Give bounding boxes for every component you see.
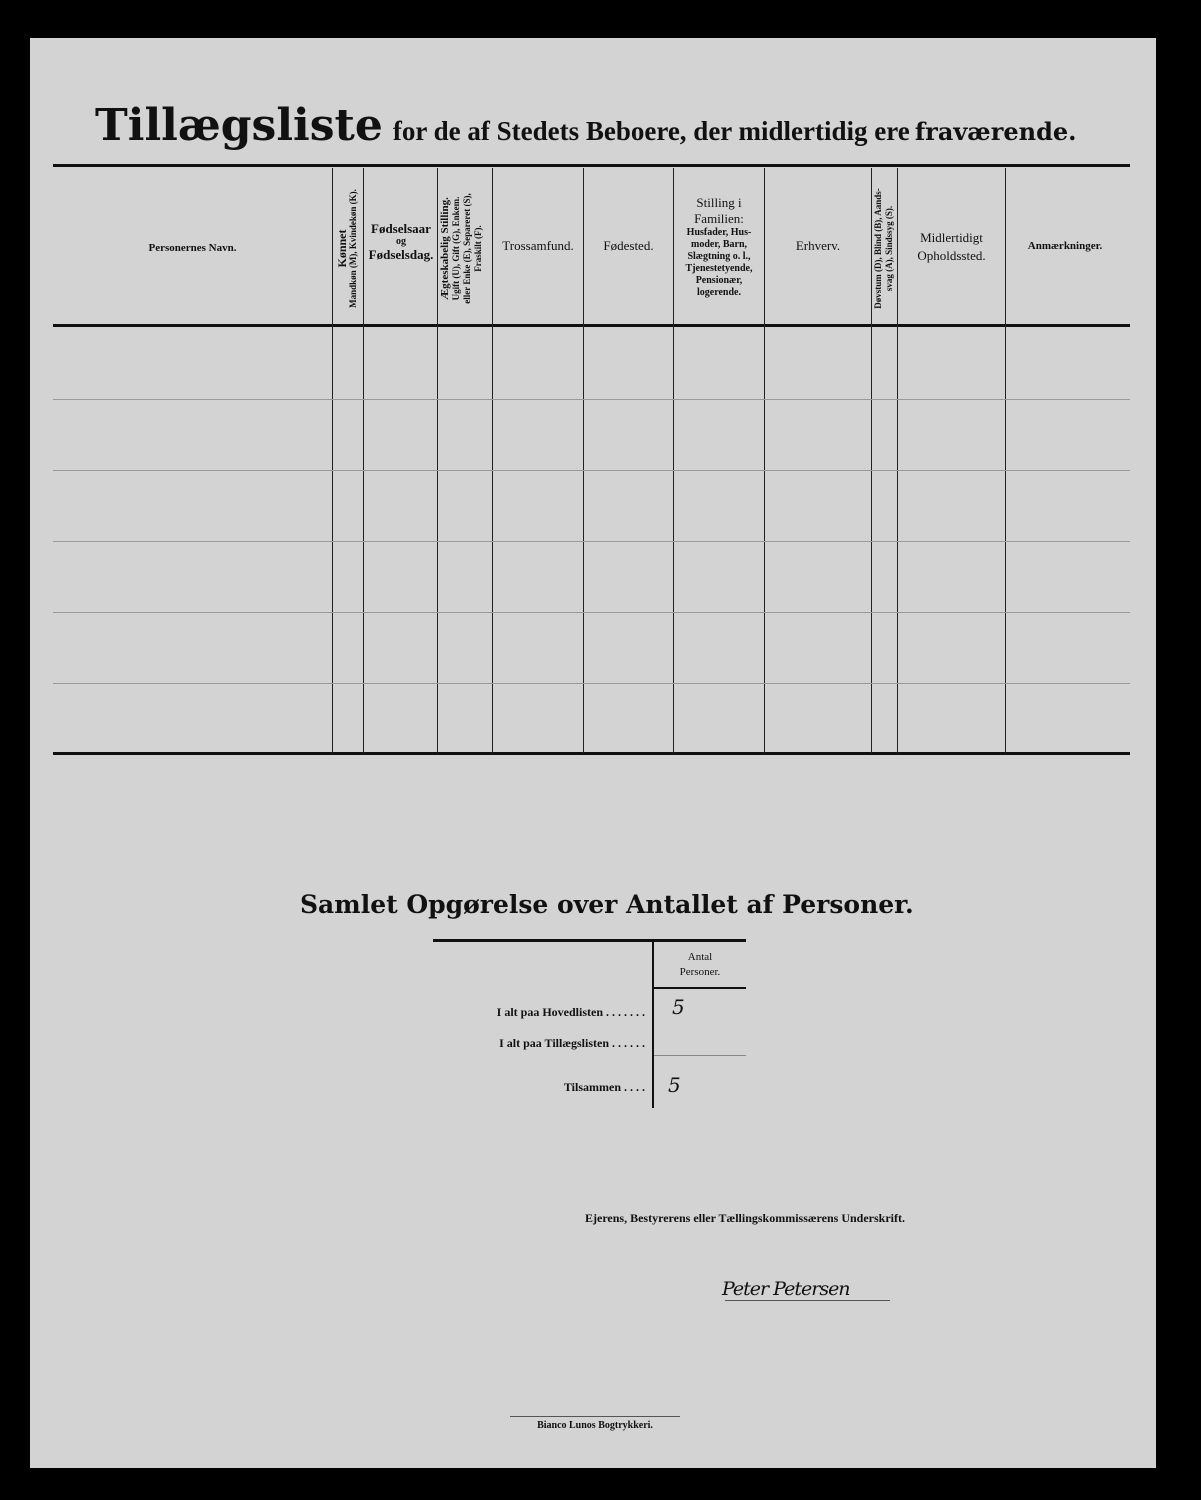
- header-foedselsaar: [365, 222, 437, 261]
- table-row: [53, 612, 1130, 613]
- header-erhverv: [765, 239, 871, 252]
- header-foedselsaar-line2: og: [396, 236, 406, 247]
- header-stilling-line4: moder, Barn,: [690, 239, 748, 250]
- header-aegteskab-line3: eller Enke (E), Separeret (S),: [462, 193, 472, 304]
- header-navn: [60, 242, 325, 255]
- table-top-rule: [53, 164, 1130, 167]
- header-doevstum-line2: svag (A), Sindssyg (S).: [884, 205, 894, 292]
- summary-header-rule: [654, 987, 746, 989]
- title-end: fraværende.: [914, 117, 1077, 146]
- column-divider: [764, 168, 765, 753]
- summary-column-header-line1: Antal: [687, 951, 713, 963]
- header-koennet: [337, 171, 359, 326]
- column-divider: [437, 168, 438, 753]
- header-aegteskab-line2: Ugift (U), Gift (G), Enkem.: [451, 196, 461, 301]
- table-header-rule: [53, 324, 1130, 327]
- header-foedested: [584, 239, 673, 252]
- summary-column-divider: [652, 942, 654, 1108]
- title-middle: for de af Stedets Beboere, der midlertidig ere: [392, 116, 910, 146]
- form-title: [95, 100, 1105, 151]
- header-doevstum: [873, 171, 895, 326]
- header-trossamfund: [493, 239, 583, 252]
- title-main: Tillægsliste: [95, 100, 383, 151]
- column-divider: [1005, 168, 1006, 753]
- summary-label-hovedlisten: I alt paa Hovedlisten . . . . . . .: [496, 1005, 645, 1019]
- table-row: [53, 470, 1130, 471]
- printer-rule: [510, 1416, 680, 1417]
- summary-top-rule: [433, 939, 746, 942]
- header-stilling-line8: logerende.: [697, 287, 741, 298]
- signature-label: Ejerens, Bestyrerens eller Tællingskommissærens Underskrift.: [585, 1211, 905, 1225]
- table-row: [53, 683, 1130, 684]
- header-stilling-line7: Pensionær,: [695, 275, 743, 286]
- column-divider: [871, 168, 872, 753]
- header-navn-label: Personernes Navn.: [148, 242, 237, 254]
- header-stilling-line6: Tjenestetyende,: [685, 263, 753, 274]
- column-divider: [583, 168, 584, 753]
- header-midlertidigt-line2: Opholdssted.: [917, 248, 986, 263]
- summary-label-tillaegslisten: I alt paa Tillægslisten . . . . . .: [499, 1036, 645, 1050]
- header-foedselsaar-line3: Fødselsdag.: [368, 247, 434, 262]
- header-trossamfund-label: Trossamfund.: [502, 238, 574, 253]
- summary-value-tilsammen: 5: [668, 1073, 681, 1097]
- header-stilling-line5: Slægtning o. l.,: [687, 251, 751, 262]
- column-divider: [492, 168, 493, 753]
- header-anmaerkninger-label: Anmærkninger.: [1027, 240, 1103, 252]
- summary-label-tilsammen: Tilsammen . . . .: [563, 1080, 645, 1094]
- header-stilling-line1: Stilling i: [696, 195, 742, 210]
- column-divider: [332, 168, 333, 753]
- table-row: [53, 399, 1130, 400]
- header-aegteskab-line1: Ægteskabelig Stilling.: [439, 197, 451, 300]
- summary-value-hovedlisten: 5: [672, 995, 685, 1019]
- header-koennet-line2: Mandkøn (M), Kvindekøn (K).: [348, 189, 358, 308]
- header-stilling-line3: Husfader, Hus-: [686, 227, 752, 238]
- header-erhverv-label: Erhverv.: [795, 238, 841, 253]
- header-midlertidigt-line1: Midlertidigt: [920, 230, 983, 245]
- header-anmaerkninger: [1006, 240, 1124, 253]
- column-divider: [363, 168, 364, 753]
- header-stilling-line2: Familien:: [694, 211, 744, 226]
- summary-title: Samlet Opgørelse over Antallet af Personer.: [300, 890, 914, 919]
- header-foedselsaar-line1: Fødselsaar: [371, 221, 431, 236]
- summary-column-header-line2: Personer.: [679, 966, 721, 978]
- header-aegteskab-line4: Fraskilt (F).: [473, 225, 483, 272]
- signature-handwritten: Peter Petersen: [722, 1278, 850, 1300]
- header-foedested-label: Fødested.: [603, 238, 654, 253]
- table-bottom-rule: [53, 752, 1130, 755]
- table-row: [53, 541, 1130, 542]
- header-stilling: [674, 195, 764, 299]
- summary-subtotal-rule: [654, 1055, 746, 1056]
- header-midlertidigt: [898, 229, 1005, 265]
- header-aegteskab: [440, 171, 484, 326]
- signature-line: [725, 1300, 890, 1301]
- summary-column-header: [655, 950, 745, 980]
- header-koennet-line1: Kønnet: [335, 229, 349, 268]
- header-doevstum-line1: Døvstum (D), Blind (B), Aands-: [873, 188, 883, 309]
- printer-imprint: Bianco Lunos Bogtrykkeri.: [537, 1420, 653, 1431]
